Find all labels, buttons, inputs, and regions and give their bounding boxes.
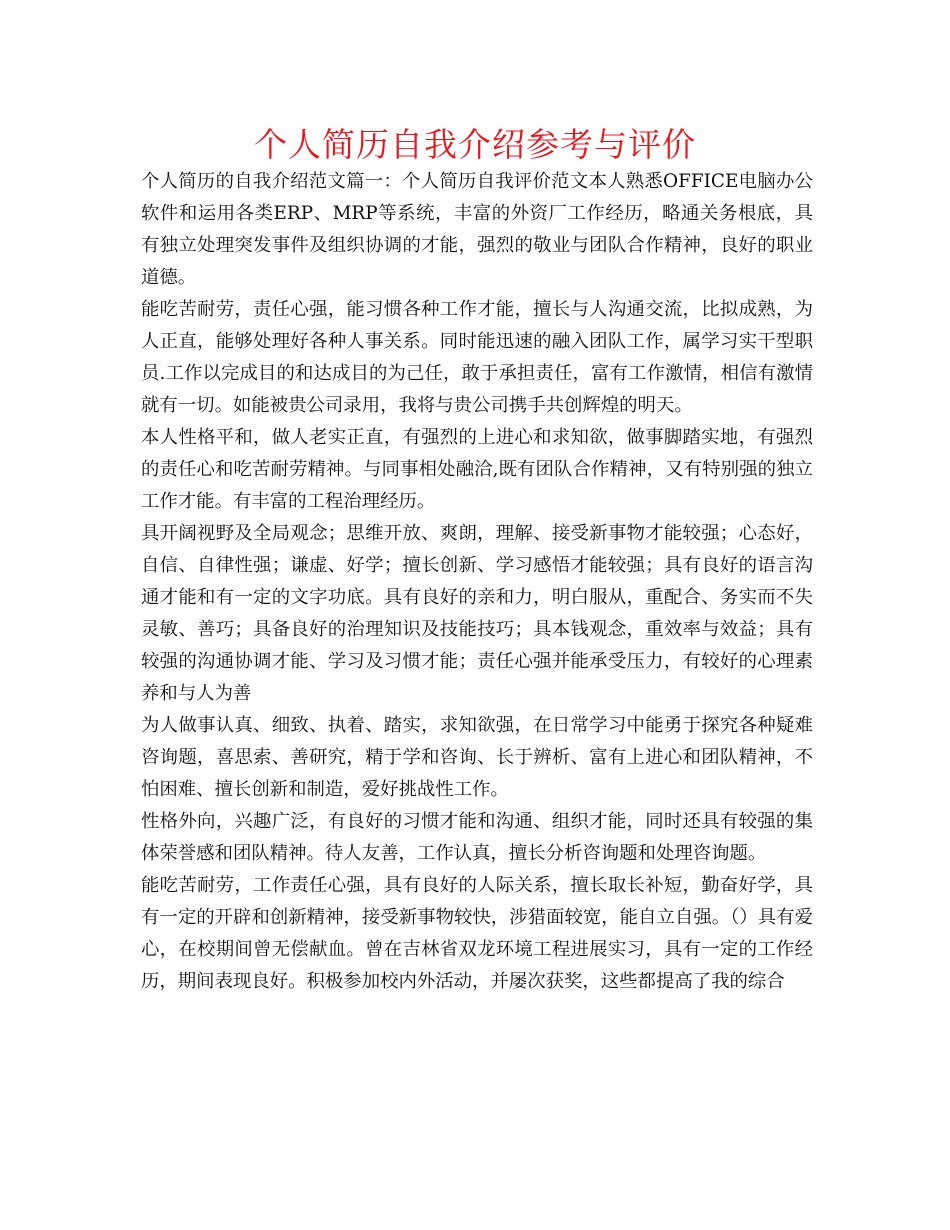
paragraph-2: 能吃苦耐劳，责任心强，能习惯各种工作才能，擅长与人沟通交流，比拟成熟，为人正直，能够处理好各种人事关系。同时能迅速的融入团队工作，属学习实干型职员.工作以完成目的和达成目的为己任，敢于承担责任，富有工作激情，相信有激情就有一切。如能被贵公司录用，我将与贵公司携手共创辉煌的明天。 bbox=[141, 299, 813, 416]
document-title: 个人简历自我介绍参考与评价 bbox=[254, 125, 696, 164]
paragraph-1: 个人简历的自我介绍范文篇一：个人简历自我评价范文本人熟悉OFFICE电脑办公软件和运用各类ERP、MRP等系统，丰富的外资厂工作经历，略通关务根底，具有独立处理突发事件及组织协调的才能，强烈的敬业与团队合作精神，良好的职业道德。 bbox=[141, 171, 813, 288]
paragraph-7: 能吃苦耐劳，工作责任心强，具有良好的人际关系，擅长取长补短，勤奋好学，具有一定的开辟和创新精神，接受新事物较快，涉猎面较宽，能自立自强。（）具有爱心，在校期间曾无偿献血。曾在吉林省双龙环境工程进展实习，具有一定的工作经历，期间表现良好。积极参加校内外活动，并屡次获奖，这些都提高了我的综合 bbox=[141, 875, 813, 992]
paragraph-5: 为人做事认真、细致、执着、踏实，求知欲强，在日常学习中能勇于探究各种疑难咨询题，喜思索、善研究，精于学和咨询、长于辨析、富有上进心和团队精神，不怕困难、擅长创新和制造，爱好挑战性工作。 bbox=[141, 715, 813, 800]
paragraph-4: 具开阔视野及全局观念；思维开放、爽朗，理解、接受新事物才能较强；心态好，自信、自律性强；谦虚、好学；擅长创新、学习感悟才能较强；具有良好的语言沟通才能和有一定的文字功底。具有良好的亲和力，明白服从，重配合、务实而不失灵敏、善巧；具备良好的治理知识及技能技巧；具本钱观念，重效率与效益；具有较强的沟通协调才能、学习及习惯才能；责任心强并能承受压力，有较好的心理素养和与人为善 bbox=[141, 523, 813, 704]
paragraph-6: 性格外向，兴趣广泛，有良好的习惯才能和沟通、组织才能，同时还具有较强的集体荣誉感和团队精神。待人友善，工作认真，擅长分析咨询题和处理咨询题。 bbox=[141, 811, 813, 864]
document-body bbox=[141, 166, 813, 998]
paragraph-3: 本人性格平和，做人老实正直，有强烈的上进心和求知欲，做事脚踏实地，有强烈的责任心和吃苦耐劳精神。与同事相处融洽,既有团队合作精神，又有特别强的独立工作才能。有丰富的工程治理经历。 bbox=[141, 427, 813, 512]
